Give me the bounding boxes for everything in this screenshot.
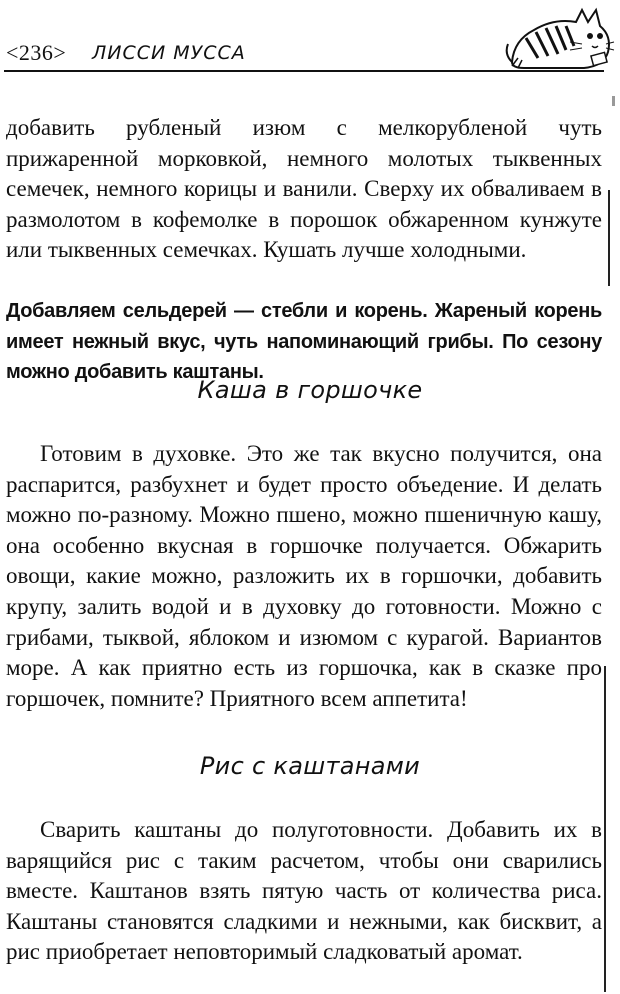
paragraph-porridge: Готовим в духовке. Это же так вкусно получится, она распарится, разбухнет и будет просто объедение. И делать можно по-разному. Можно пшено, можно пшеничную кашу, она особенно вкусная в горшочке получается. Обжарить овощи, какие можно, разложить их в горшочки, добавить крупу, залить водой и в духовку до готовности. Можно с грибами, тыквой, яблоком и изюмом с курагой. Вариантов море. А как приятно есть из горшочка, как в сказке про горшочек, помните? Приятного всем аппетита! [6, 441, 602, 711]
section-heading-porridge: Каша в горшочке [197, 376, 423, 404]
paragraph-rice: Сварить каштаны до полуготовности. Добавить их в варящийся рис с таким расчетом, чтобы они сварились вместе. Каштанов взять пятую часть от количества риса. Каштаны становятся сладкими и нежными, как бисквит, а рис приобретает неповторимый сладковатый аромат. [6, 817, 602, 965]
section-heading-rice: Рис с каштанами [199, 752, 421, 780]
author-name: ЛИССИ МУССА [92, 42, 246, 64]
page-header [4, 32, 610, 72]
cat-icon [504, 0, 616, 72]
scan-speck [612, 96, 615, 106]
margin-mark [604, 666, 606, 992]
bold-note: Добавляем сельдерей — стебли и корень. Жареный корень имеет нежный вкус, чуть напоминающий грибы. По сезону можно добавить каштаны. [6, 300, 602, 384]
paragraph-continued: добавить рубленый изюм с мелкорубленой чуть прижаренной морковкой, немного молотых тыквенных семечек, немного корицы и ванили. Сверху их обваливаем в размолотом в кофемолке в порошок обжаренном кунжуте или тыквенных семечках. Кушать лучше холодными. [6, 115, 602, 263]
page-number: <236> [6, 40, 67, 65]
margin-mark [608, 190, 610, 286]
